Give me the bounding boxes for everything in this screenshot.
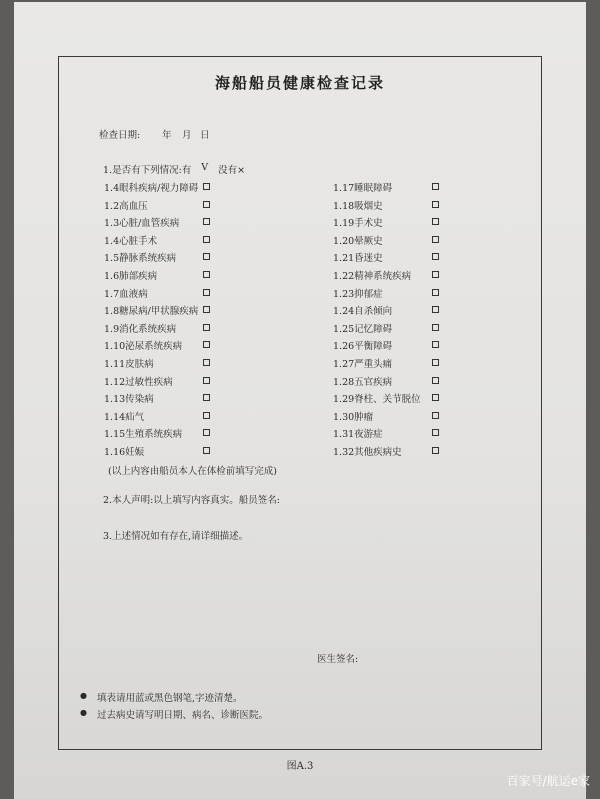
condition-checkbox[interactable]	[432, 289, 439, 296]
condition-item-label: 1.17睡眠障碍	[333, 183, 393, 194]
condition-item-label: 1.5静脉系统疾病	[104, 253, 177, 265]
condition-checkbox[interactable]	[203, 236, 210, 243]
figure-label: 图A.3	[286, 761, 314, 772]
instruction-bullet-2: 过去病史请写明日期、病名、诊断医院。	[97, 710, 269, 721]
condition-item-label: 1.13传染病	[104, 394, 154, 406]
condition-checkbox[interactable]	[432, 324, 439, 331]
yes-mark: V	[201, 162, 209, 173]
instruction-bullet-1: 填表请用蓝或黑色钢笔,字迹清楚。	[97, 693, 243, 704]
describe-instruction: 3.上述情况如有存在,请详细描述。	[103, 531, 249, 542]
condition-checkbox[interactable]	[432, 412, 439, 419]
self-fill-note: (以上内容由船员本人在体检前填写完成)	[108, 466, 277, 477]
condition-item-label: 1.21昏迷史	[333, 253, 383, 265]
condition-item-label: 1.25记忆障碍	[333, 323, 393, 335]
condition-item-label: 1.28五官疾病	[333, 376, 393, 388]
condition-item-label: 1.10泌尿系统疾病	[104, 341, 183, 353]
condition-item-label: 1.26平衡障碍	[333, 341, 393, 353]
bullet-marker-2: ●	[80, 708, 87, 717]
condition-checkbox[interactable]	[203, 201, 210, 208]
condition-checkbox[interactable]	[432, 201, 439, 208]
condition-checkbox[interactable]	[432, 183, 439, 190]
condition-item-label: 1.9消化系统疾病	[104, 323, 177, 335]
condition-item-label: 1.12过敏性疾病	[104, 376, 173, 388]
condition-checkbox[interactable]	[203, 359, 210, 366]
condition-checkbox[interactable]	[432, 447, 439, 454]
condition-item-label: 1.23抑郁症	[333, 288, 383, 300]
no-label: 没有×	[218, 165, 246, 176]
condition-checkbox[interactable]	[203, 289, 210, 296]
condition-item-label: 1.31夜游症	[333, 429, 383, 441]
condition-item-label: 1.6肺部疾病	[104, 271, 158, 282]
condition-item-label: 1.18吸烟史	[333, 200, 383, 212]
condition-checkbox[interactable]	[432, 394, 439, 401]
condition-item-label: 1.15生殖系统疾病	[104, 429, 183, 441]
condition-checkbox[interactable]	[203, 447, 210, 454]
condition-checkbox[interactable]	[432, 236, 439, 243]
condition-checkbox[interactable]	[203, 394, 210, 401]
condition-checkbox[interactable]	[203, 271, 210, 278]
condition-checkbox[interactable]	[203, 377, 210, 384]
condition-checkbox[interactable]	[203, 183, 210, 190]
condition-item-label: 1.22精神系统疾病	[333, 271, 412, 282]
condition-item-label: 1.16妊娠	[104, 447, 145, 458]
condition-item-label: 1.11皮肤病	[104, 359, 154, 370]
condition-checkbox[interactable]	[203, 253, 210, 260]
condition-checkbox[interactable]	[432, 359, 439, 366]
declaration-statement: 2.本人声明:以上填写内容真实。船员签名:	[103, 495, 280, 506]
question-1-row	[103, 162, 245, 176]
condition-checkbox[interactable]	[432, 271, 439, 278]
condition-item-label: 1.14疝气	[104, 411, 145, 423]
condition-checkbox[interactable]	[203, 429, 210, 436]
condition-item-label: 1.4心脏手术	[104, 235, 158, 247]
condition-checkbox[interactable]	[432, 341, 439, 348]
condition-checkbox[interactable]	[432, 306, 439, 313]
condition-checkbox[interactable]	[203, 341, 210, 348]
condition-checkbox[interactable]	[203, 306, 210, 313]
condition-checkbox[interactable]	[432, 429, 439, 436]
condition-item-label: 1.27严重头痛	[333, 359, 393, 370]
exam-date-day: 日	[200, 130, 210, 141]
watermark: 百家号/航运e家	[506, 774, 590, 788]
condition-checkbox[interactable]	[203, 412, 210, 419]
condition-item-label: 1.29脊柱、关节脱位	[333, 394, 421, 406]
question-1-prompt: 1.是否有下列情况:有	[103, 165, 192, 176]
condition-item-label: 1.20晕厥史	[333, 235, 383, 247]
condition-item-label: 1.7血液病	[104, 288, 148, 300]
exam-date-year: 年	[162, 130, 172, 141]
condition-checkbox[interactable]	[432, 253, 439, 260]
condition-item-label: 1.24自杀倾向	[333, 306, 393, 318]
doctor-signature-label: 医生签名:	[317, 654, 359, 665]
exam-date-label: 检查日期:	[99, 130, 141, 141]
condition-checkbox[interactable]	[432, 377, 439, 384]
condition-checkbox[interactable]	[432, 218, 439, 225]
condition-item-label: 1.2高血压	[104, 200, 148, 212]
exam-date-month: 月	[182, 130, 192, 141]
condition-item-label: 1.8糖尿病/甲状腺疾病	[104, 306, 199, 318]
condition-checkbox[interactable]	[203, 218, 210, 225]
condition-item-label: 1.19手术史	[333, 218, 383, 230]
form-title: 海船船员健康检查记录	[214, 74, 385, 92]
condition-item-label: 1.32其他疾病史	[333, 447, 402, 458]
condition-checkbox[interactable]	[203, 324, 210, 331]
condition-item-label: 1.30肿瘤	[333, 411, 374, 423]
bullet-marker-1: ●	[80, 691, 87, 700]
condition-item-label: 1.3心脏/血管疾病	[104, 218, 180, 230]
condition-item-label: 1.4眼科疾病/视力障碍	[104, 183, 199, 194]
